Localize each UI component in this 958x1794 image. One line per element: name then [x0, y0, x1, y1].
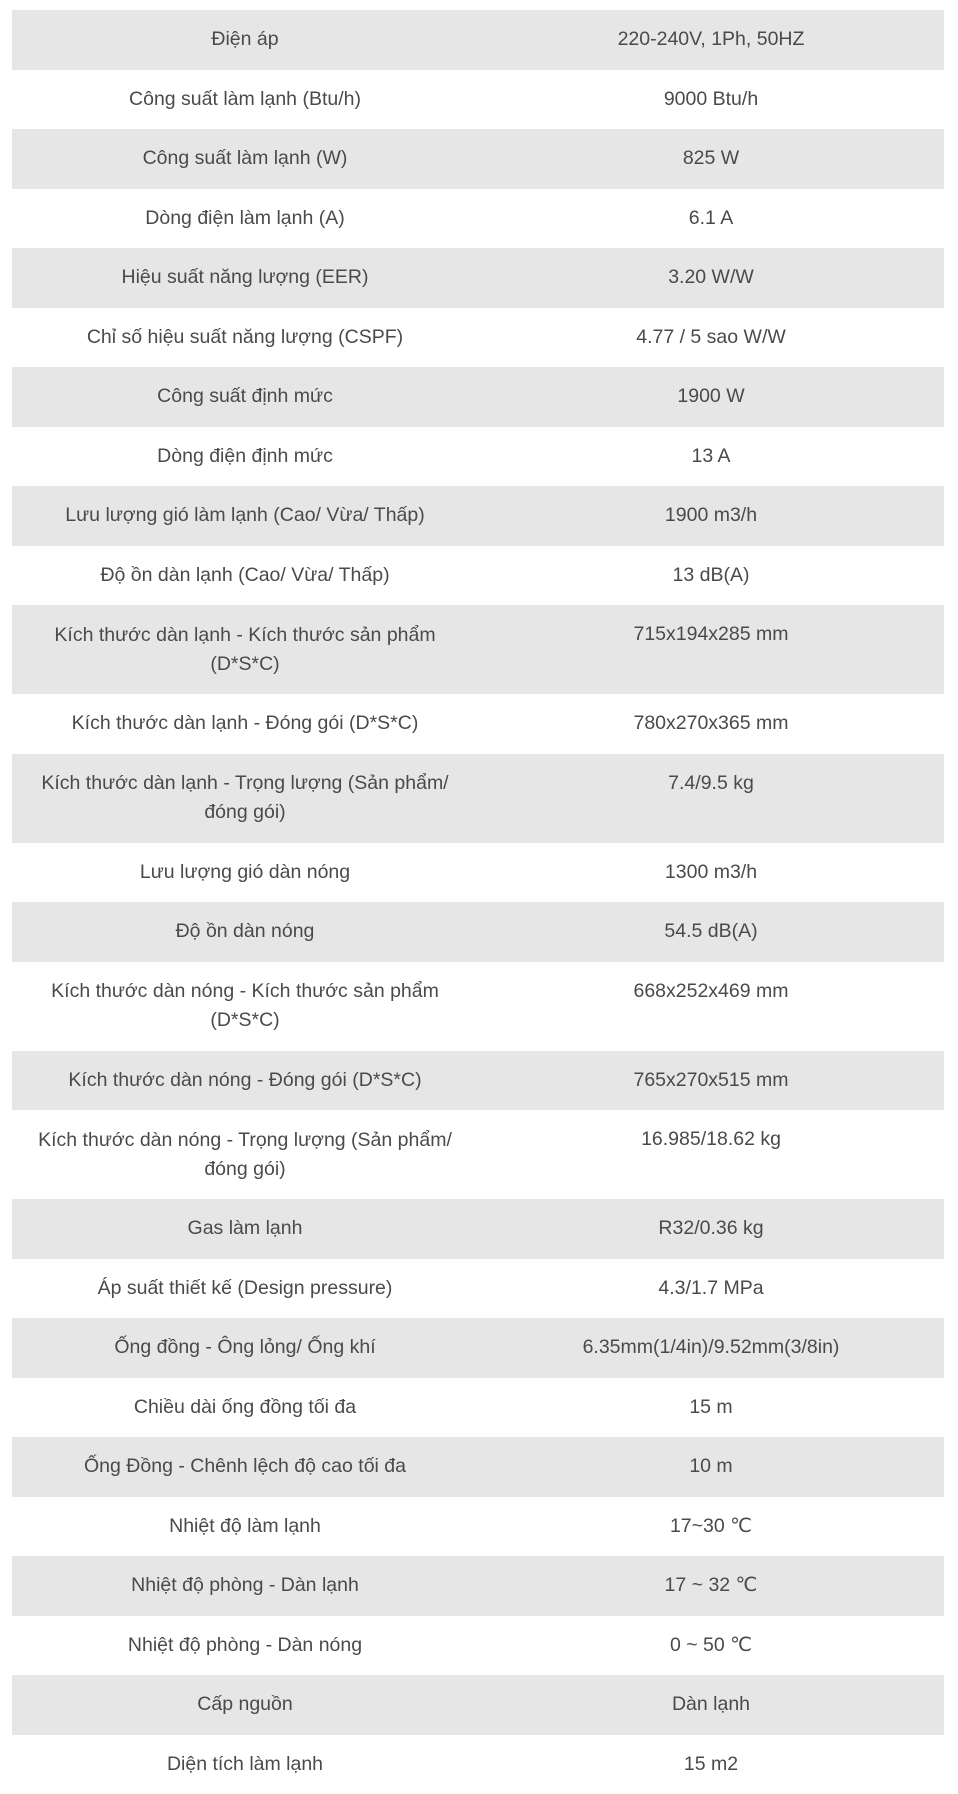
spec-value: 1900 m3/h — [478, 501, 944, 530]
spec-row — [12, 427, 944, 487]
spec-label: Nhiệt độ phòng - Dàn nóng — [12, 1631, 478, 1660]
spec-row — [12, 1378, 944, 1438]
spec-label: Điện áp — [12, 25, 478, 54]
spec-label: Nhiệt độ làm lạnh — [12, 1512, 478, 1541]
spec-label: Kích thước dàn nóng - Đóng gói (D*S*C) — [12, 1066, 478, 1095]
spec-row — [12, 962, 944, 1051]
spec-label: Chiều dài ống đồng tối đa — [12, 1393, 478, 1422]
spec-value: Dàn lạnh — [478, 1690, 944, 1719]
spec-label: Diện tích làm lạnh — [12, 1750, 478, 1779]
spec-label: Ống đồng - Ông lỏng/ Ống khí — [12, 1333, 478, 1362]
spec-label: Nhiệt độ phòng - Dàn lạnh — [12, 1571, 478, 1600]
spec-value: 16.985/18.62 kg — [478, 1110, 944, 1154]
spec-label: Công suất định mức — [12, 382, 478, 411]
spec-label: Kích thước dàn lạnh - Đóng gói (D*S*C) — [12, 709, 478, 738]
spec-row — [12, 70, 944, 130]
spec-value: 17 ~ 32 ℃ — [478, 1571, 944, 1600]
spec-row — [12, 605, 944, 694]
spec-row — [12, 248, 944, 308]
spec-label: Hiệu suất năng lượng (EER) — [12, 263, 478, 292]
spec-row — [12, 1616, 944, 1676]
spec-label: Lưu lượng gió làm lạnh (Cao/ Vừa/ Thấp) — [12, 501, 478, 530]
spec-value: 780x270x365 mm — [478, 709, 944, 738]
spec-label: Công suất làm lạnh (Btu/h) — [12, 85, 478, 114]
spec-value: 15 m — [478, 1393, 944, 1422]
spec-value: 3.20 W/W — [478, 263, 944, 292]
spec-row — [12, 129, 944, 189]
spec-label: Độ ồn dàn lạnh (Cao/ Vừa/ Thấp) — [12, 561, 478, 590]
spec-label: Dòng điện định mức — [12, 442, 478, 471]
spec-row — [12, 694, 944, 754]
spec-value: 0 ~ 50 ℃ — [478, 1631, 944, 1660]
spec-value: 825 W — [478, 144, 944, 173]
spec-value: 10 m — [478, 1452, 944, 1481]
spec-row — [12, 1051, 944, 1111]
spec-value: 668x252x469 mm — [478, 962, 944, 1006]
spec-row — [12, 10, 944, 70]
spec-label: Gas làm lạnh — [12, 1214, 478, 1243]
spec-value: 765x270x515 mm — [478, 1066, 944, 1095]
spec-value: 4.3/1.7 MPa — [478, 1274, 944, 1303]
spec-row — [12, 1437, 944, 1497]
spec-value: 13 A — [478, 442, 944, 471]
spec-label: Công suất làm lạnh (W) — [12, 144, 478, 173]
spec-value: 13 dB(A) — [478, 561, 944, 590]
spec-value: 17~30 ℃ — [478, 1512, 944, 1541]
spec-value: R32/0.36 kg — [478, 1214, 944, 1243]
spec-value: 715x194x285 mm — [478, 605, 944, 649]
spec-row — [12, 189, 944, 249]
spec-row — [12, 486, 944, 546]
spec-value: 9000 Btu/h — [478, 85, 944, 114]
spec-row — [12, 1675, 944, 1735]
spec-value: 6.35mm(1/4in)/9.52mm(3/8in) — [478, 1333, 944, 1362]
spec-value: 6.1 A — [478, 204, 944, 233]
spec-label: Độ ồn dàn nóng — [12, 917, 478, 946]
spec-label: Áp suất thiết kế (Design pressure) — [12, 1274, 478, 1303]
spec-value: 7.4/9.5 kg — [478, 754, 944, 798]
spec-row — [12, 367, 944, 427]
spec-row — [12, 1556, 944, 1616]
spec-table — [12, 10, 944, 1794]
spec-row — [12, 1199, 944, 1259]
spec-row — [12, 754, 944, 843]
spec-row — [12, 1735, 944, 1794]
spec-row — [12, 546, 944, 606]
spec-value: 1900 W — [478, 382, 944, 411]
spec-label: Cấp nguồn — [12, 1690, 478, 1719]
spec-label: Kích thước dàn lạnh - Trọng lượng (Sản phẩm/ đóng gói) — [12, 769, 478, 827]
spec-value: 15 m2 — [478, 1750, 944, 1779]
spec-label: Kích thước dàn nóng - Trọng lượng (Sản phẩm/đóng gói) — [12, 1126, 478, 1184]
spec-row — [12, 843, 944, 903]
spec-value: 1300 m3/h — [478, 858, 944, 887]
spec-value: 220-240V, 1Ph, 50HZ — [478, 25, 944, 54]
spec-label: Dòng điện làm lạnh (A) — [12, 204, 478, 233]
spec-label: Kích thước dàn nóng - Kích thước sản phẩm (D*S*C) — [12, 977, 478, 1035]
spec-row — [12, 1497, 944, 1557]
spec-label: Kích thước dàn lạnh - Kích thước sản phẩm (D*S*C) — [12, 621, 478, 679]
spec-row — [12, 902, 944, 962]
spec-row — [12, 1318, 944, 1378]
spec-row — [12, 1259, 944, 1319]
spec-label: Chỉ số hiệu suất năng lượng (CSPF) — [12, 323, 478, 352]
spec-label: Lưu lượng gió dàn nóng — [12, 858, 478, 887]
spec-row — [12, 1110, 944, 1199]
spec-row — [12, 308, 944, 368]
spec-value: 54.5 dB(A) — [478, 917, 944, 946]
spec-value: 4.77 / 5 sao W/W — [478, 323, 944, 352]
spec-label: Ống Đồng - Chênh lệch độ cao tối đa — [12, 1452, 478, 1481]
